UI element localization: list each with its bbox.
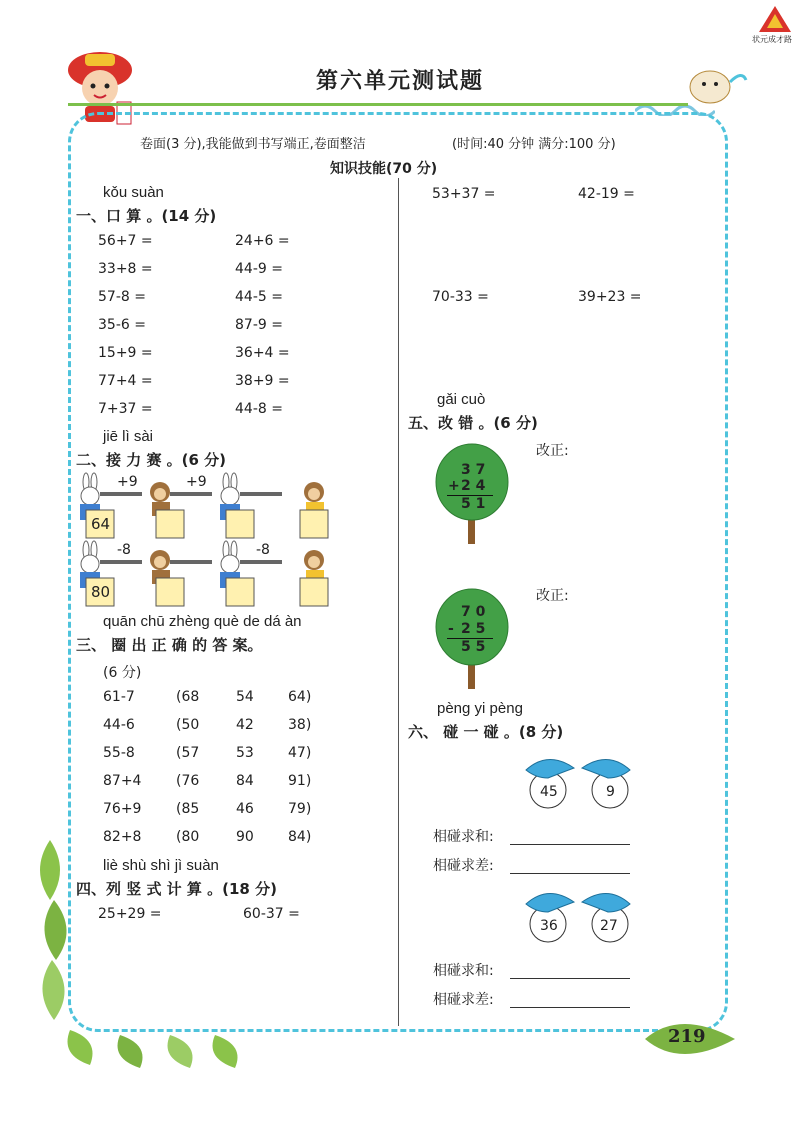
choice-question: 61-7 — [103, 689, 135, 705]
sec1-item: 87-9 = — [235, 317, 283, 333]
leaves-decoration — [30, 830, 260, 1070]
dolphin-pair-2 — [518, 884, 638, 944]
difference-label: 相碰求差: — [433, 858, 494, 874]
choice-option[interactable]: 64) — [288, 689, 312, 705]
tree1-result: 5 1 — [461, 496, 486, 512]
choice-option[interactable]: (68 — [176, 689, 200, 705]
sec5-heading: 五、改 错 。(6 分) — [408, 414, 538, 432]
sec1-item: 44-5 = — [235, 289, 283, 305]
column-divider — [398, 178, 399, 1026]
choice-option[interactable]: (80 — [176, 829, 200, 845]
dolphin-icon — [582, 893, 630, 912]
relay-start: 80 — [91, 583, 111, 601]
difference-answer-line[interactable] — [510, 873, 630, 874]
dolphin-icon — [582, 759, 630, 778]
page-title: 第六单元测试题 — [315, 69, 484, 94]
publisher-logo-icon — [755, 4, 795, 34]
section-title: 知识技能(70 分) — [330, 161, 438, 177]
sec3-heading: 三、 圈 出 正 确 的 答 案。 — [76, 636, 263, 654]
sec1-item: 56+7 = — [98, 233, 153, 249]
tree2-result: 5 5 — [461, 639, 486, 655]
choice-option[interactable]: (85 — [176, 801, 200, 817]
choice-option[interactable]: (76 — [176, 773, 200, 789]
choice-option[interactable]: 38) — [288, 717, 312, 733]
sec1-item: 7+37 = — [98, 401, 153, 417]
choice-question: 82+8 — [103, 829, 142, 845]
neatness-note: 卷面(3 分),我能做到书写端正,卷面整洁 — [140, 137, 366, 152]
choice-option[interactable]: 53 — [236, 745, 254, 761]
vertical-calc-item: 39+23 = — [578, 289, 642, 305]
relay-op: +9 — [186, 474, 207, 490]
sec6-heading: 六、 碰 一 碰 。(8 分) — [408, 723, 564, 741]
publisher-logo-text: 状元成才路 — [752, 35, 792, 44]
sec5-pinyin: gǎi cuò — [437, 391, 486, 408]
choice-option[interactable]: 47) — [288, 745, 312, 761]
sec1-item: 35-6 = — [98, 317, 146, 333]
time-score-note: (时间:40 分钟 满分:100 分) — [452, 137, 616, 152]
vertical-calc-item: 70-33 = — [432, 289, 489, 305]
vertical-calc-item: 42-19 = — [578, 186, 635, 202]
choice-option[interactable]: 54 — [236, 689, 254, 705]
relay-op: -8 — [256, 542, 270, 558]
header-divider — [68, 103, 688, 106]
relay-op: -8 — [117, 542, 131, 558]
sec4-pinyin: liè shù shì jì suàn — [103, 857, 219, 874]
choice-option[interactable]: 46 — [236, 801, 254, 817]
tree2-mid: 2 5 — [461, 621, 486, 637]
sum-answer-line[interactable] — [510, 844, 630, 845]
vertical-calc-item: 53+37 = — [432, 186, 496, 202]
choice-option[interactable]: 79) — [288, 801, 312, 817]
choice-option[interactable]: 84 — [236, 773, 254, 789]
sec1-item: 77+4 = — [98, 373, 153, 389]
dolphin-number: 9 — [606, 784, 615, 800]
dolphin-icon — [526, 759, 574, 778]
choice-question: 55-8 — [103, 745, 135, 761]
dolphin-icon — [526, 893, 574, 912]
sec1-item: 44-8 = — [235, 401, 283, 417]
choice-option[interactable]: 90 — [236, 829, 254, 845]
dolphin-number: 27 — [600, 918, 618, 934]
dolphin-number: 45 — [540, 784, 558, 800]
sec3-pinyin: quān chū zhèng què de dá àn — [103, 613, 302, 630]
sum-answer-line[interactable] — [510, 978, 630, 979]
dolphin-pair-1 — [518, 750, 638, 810]
correction-label: 改正: — [536, 443, 569, 459]
relay-op: +9 — [117, 474, 138, 490]
sum-label: 相碰求和: — [433, 963, 494, 979]
choice-option[interactable]: 91) — [288, 773, 312, 789]
sec1-pinyin: kǒu suàn — [103, 184, 164, 201]
tree2-top: 7 0 — [461, 604, 486, 620]
relay-row-2 — [72, 540, 342, 610]
tree2-sign: - — [448, 621, 454, 637]
correction-label: 改正: — [536, 588, 569, 604]
sec1-item: 38+9 = — [235, 373, 290, 389]
sec1-item: 33+8 = — [98, 261, 153, 277]
sec2-heading: 二、接 力 赛 。(6 分) — [76, 451, 227, 469]
choice-option[interactable]: 84) — [288, 829, 312, 845]
sec1-item: 15+9 = — [98, 345, 153, 361]
tree1-sign: + — [448, 478, 460, 494]
page-number: 219 — [668, 1026, 706, 1047]
choice-question: 87+4 — [103, 773, 142, 789]
tree1-top: 3 7 — [461, 462, 486, 478]
difference-label: 相碰求差: — [433, 992, 494, 1008]
sec2-pinyin: jiē lì sài — [103, 428, 154, 445]
choice-question: 76+9 — [103, 801, 142, 817]
sec1-item: 57-8 = — [98, 289, 146, 305]
dolphin-number: 36 — [540, 918, 558, 934]
tree1-mid: 2 4 — [461, 478, 486, 494]
sec1-item: 24+6 = — [235, 233, 290, 249]
vertical-calc-item: 60-37 = — [243, 906, 300, 922]
choice-option[interactable]: (50 — [176, 717, 200, 733]
sec1-heading: 一、口 算 。(14 分) — [76, 207, 217, 225]
choice-option[interactable]: (57 — [176, 745, 200, 761]
sec1-item: 44-9 = — [235, 261, 283, 277]
sum-label: 相碰求和: — [433, 829, 494, 845]
sec1-item: 36+4 = — [235, 345, 290, 361]
difference-answer-line[interactable] — [510, 1007, 630, 1008]
relay-start: 64 — [91, 515, 111, 533]
vertical-calc-item: 25+29 = — [98, 906, 162, 922]
choice-option[interactable]: 42 — [236, 717, 254, 733]
relay-row-1 — [72, 472, 342, 542]
choice-question: 44-6 — [103, 717, 135, 733]
sec3-score: (6 分) — [103, 665, 142, 681]
sec6-pinyin: pèng yi pèng — [437, 700, 523, 717]
sec4-heading: 四、列 竖 式 计 算 。(18 分) — [76, 880, 277, 898]
